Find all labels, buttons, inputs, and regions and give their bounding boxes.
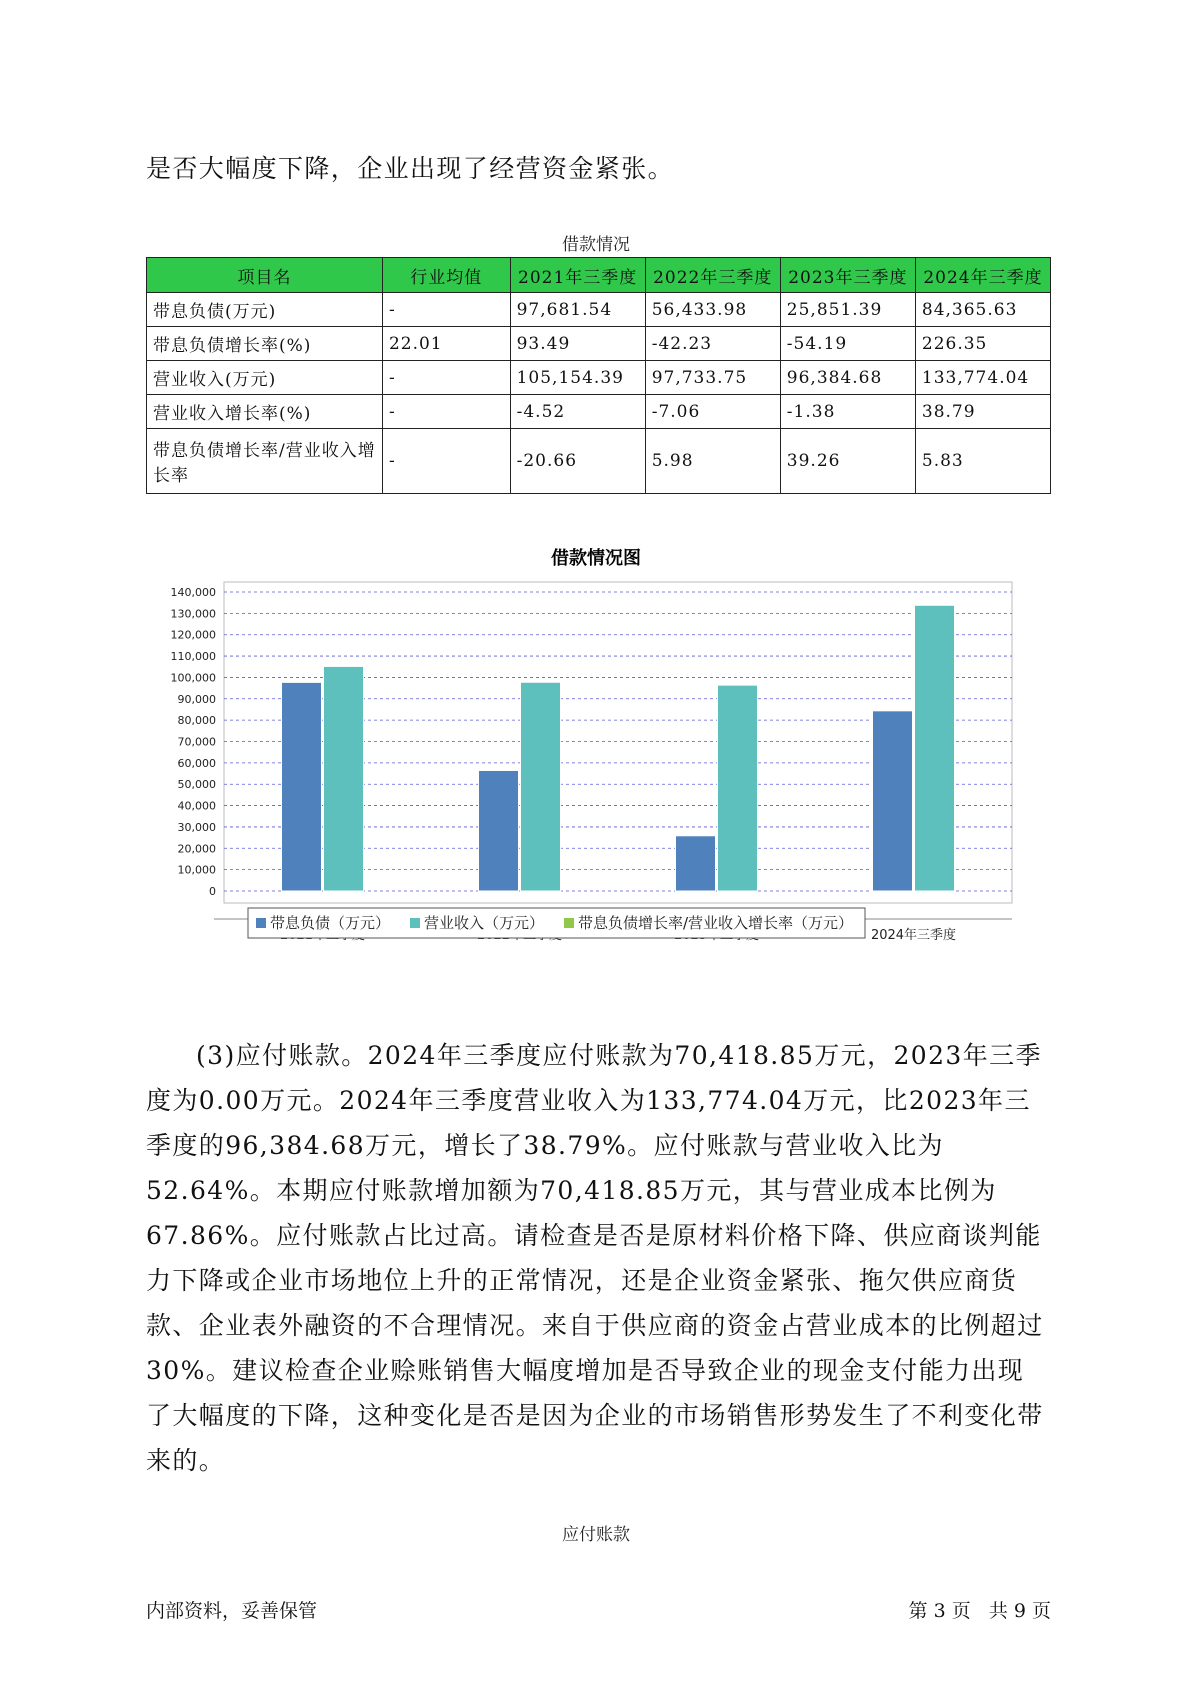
y-tick-label: 130,000 bbox=[170, 607, 216, 621]
y-tick-label: 90,000 bbox=[177, 692, 216, 706]
table-cell: -4.52 bbox=[510, 395, 645, 429]
loan-table bbox=[146, 257, 1051, 494]
loan-chart bbox=[146, 540, 1046, 990]
table-cell: 97,733.75 bbox=[645, 361, 780, 395]
next-table-caption: 应付账款 bbox=[562, 1525, 630, 1545]
table-cell: 带息负债(万元) bbox=[147, 293, 383, 327]
table-cell: -20.66 bbox=[510, 429, 645, 494]
table-cell: - bbox=[382, 395, 510, 429]
legend-label: 营业收入（万元） bbox=[424, 914, 545, 932]
table-cell: 39.26 bbox=[780, 429, 915, 494]
y-tick-label: 0 bbox=[209, 885, 216, 898]
legend-label: 带息负债增长率/营业收入增长率（万元） bbox=[578, 914, 854, 932]
legend-label: 带息负债（万元） bbox=[270, 914, 391, 932]
y-tick-label: 10,000 bbox=[177, 863, 216, 877]
y-tick-label: 70,000 bbox=[177, 735, 216, 749]
y-tick-label: 110,000 bbox=[170, 650, 216, 664]
table-cell: -7.06 bbox=[645, 395, 780, 429]
intro-paragraph: 是否大幅度下降，企业出现了经营资金紧张。 bbox=[146, 154, 675, 183]
table-cell: 38.79 bbox=[915, 395, 1050, 429]
table-cell: 5.98 bbox=[645, 429, 780, 494]
bar-debt bbox=[479, 770, 519, 891]
y-tick-label: 20,000 bbox=[177, 842, 216, 856]
table-cell: 营业收入(万元) bbox=[147, 361, 383, 395]
y-tick-label: 30,000 bbox=[177, 820, 216, 834]
bar-revenue bbox=[324, 666, 364, 891]
chart-svg bbox=[146, 540, 1046, 990]
header-cell: 行业均值 bbox=[382, 258, 510, 293]
table-row bbox=[147, 395, 1051, 429]
y-tick-label: 50,000 bbox=[177, 778, 216, 792]
table-cell: 带息负债增长率/营业收入增长率 bbox=[147, 429, 383, 494]
table-cell: 带息负债增长率(%) bbox=[147, 327, 383, 361]
y-tick-label: 80,000 bbox=[177, 714, 216, 728]
header-cell: 2024年三季度 bbox=[915, 258, 1050, 293]
table-cell: -54.19 bbox=[780, 327, 915, 361]
table-row bbox=[147, 429, 1051, 494]
table-header-row bbox=[147, 258, 1051, 293]
table-cell: 84,365.63 bbox=[915, 293, 1050, 327]
bar-revenue bbox=[915, 605, 955, 891]
table-cell: 133,774.04 bbox=[915, 361, 1050, 395]
table-cell: 营业收入增长率(%) bbox=[147, 395, 383, 429]
table-row bbox=[147, 361, 1051, 395]
y-tick-label: 100,000 bbox=[170, 671, 216, 685]
table-caption: 借款情况 bbox=[562, 235, 630, 255]
table-cell: -42.23 bbox=[645, 327, 780, 361]
table-cell: - bbox=[382, 361, 510, 395]
header-cell: 项目名 bbox=[147, 258, 383, 293]
chart-legend bbox=[248, 908, 865, 938]
table-cell: 56,433.98 bbox=[645, 293, 780, 327]
bar-revenue bbox=[718, 685, 758, 891]
bar-revenue bbox=[521, 682, 561, 891]
table-cell: - bbox=[382, 293, 510, 327]
y-tick-label: 40,000 bbox=[177, 799, 216, 813]
footer-right: 第 3 页 共 9 页 bbox=[908, 1600, 1051, 1622]
x-tick-label: 2024年三季度 bbox=[870, 928, 957, 943]
legend-swatch bbox=[410, 918, 420, 928]
table-cell: - bbox=[382, 429, 510, 494]
section-3-paragraph: (3)应付账款。2024年三季度应付账款为70,418.85万元，2023年三季度为0.00万元。2024年三季度营业收入为133,774.04万元，比2023年三季度的96,384.68万元，增长了38.79%。应付账款与营业收入比为52.64%。本期应付账款增加额为70,418.85万元，其与营业成本比例为67.86%。应付账款占比过高。请检查是否是原材料价格下降、供应商谈判能力下降或企业市场地位上升的正常情况，还是企业资金紧张、拖欠供应商货款、企业表外融资的不合理情况。来自于供应商的资金占营业成本的比例超过30%。建议检查企业赊账销售大幅度增加是否导致企业的现金支付能力出现了大幅度的下降，这种变化是否是因为企业的市场销售形势发生了不利变化带来的。 bbox=[146, 1041, 1044, 1475]
header-cell: 2021年三季度 bbox=[510, 258, 645, 293]
table-cell: 105,154.39 bbox=[510, 361, 645, 395]
table-cell: 5.83 bbox=[915, 429, 1050, 494]
footer-left: 内部资料，妥善保管 bbox=[146, 1600, 318, 1622]
y-tick-label: 140,000 bbox=[170, 586, 216, 599]
bar-debt bbox=[873, 711, 913, 891]
table-row bbox=[147, 293, 1051, 327]
table-cell: 22.01 bbox=[382, 327, 510, 361]
y-tick-label: 60,000 bbox=[177, 756, 216, 770]
table-row bbox=[147, 327, 1051, 361]
legend-swatch bbox=[564, 918, 574, 928]
table-cell: 97,681.54 bbox=[510, 293, 645, 327]
table-cell: 93.49 bbox=[510, 327, 645, 361]
header-cell: 2023年三季度 bbox=[780, 258, 915, 293]
table-cell: 226.35 bbox=[915, 327, 1050, 361]
legend-swatch bbox=[256, 918, 266, 928]
bar-debt bbox=[282, 682, 322, 891]
chart-title: 借款情况图 bbox=[551, 548, 641, 569]
y-tick-label: 120,000 bbox=[170, 628, 216, 642]
table-cell: -1.38 bbox=[780, 395, 915, 429]
table-cell: 25,851.39 bbox=[780, 293, 915, 327]
bar-debt bbox=[676, 836, 716, 891]
header-cell: 2022年三季度 bbox=[645, 258, 780, 293]
table-cell: 96,384.68 bbox=[780, 361, 915, 395]
